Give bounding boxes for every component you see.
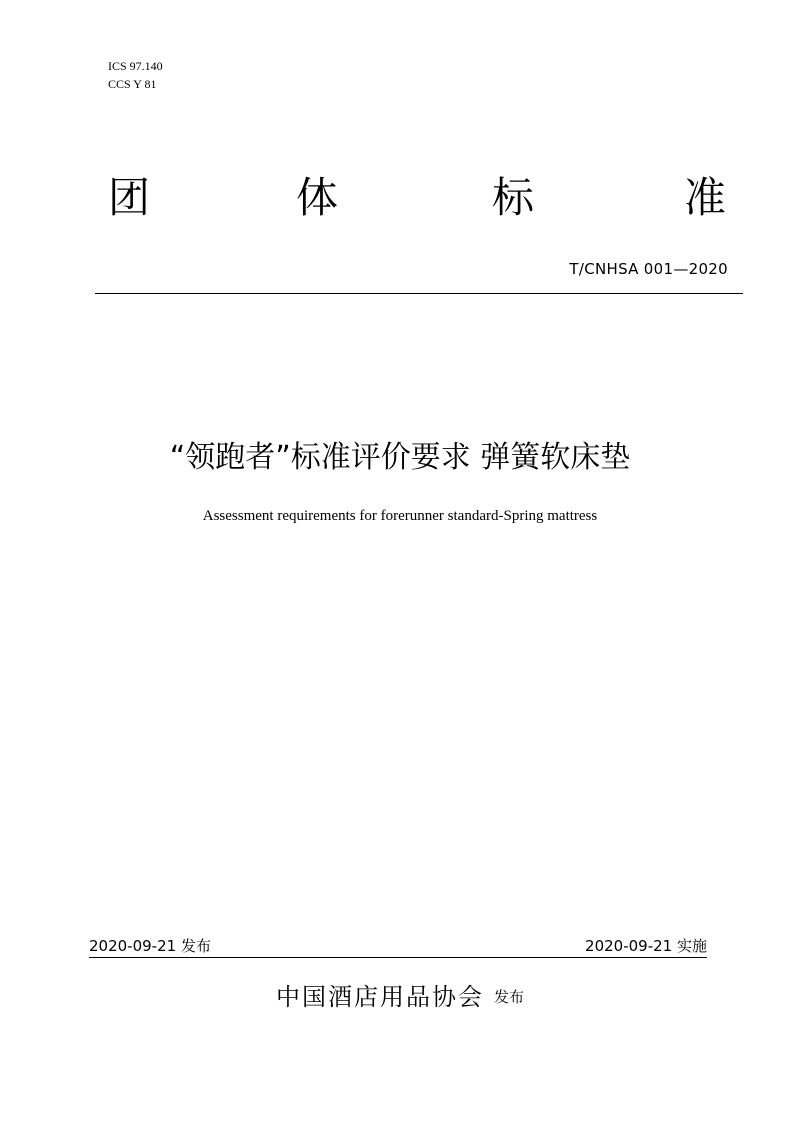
publisher-name: 中国酒店用品协会: [275, 983, 484, 1011]
doc-type-char-2: 体: [296, 173, 339, 222]
doc-type-char-4: 准: [684, 173, 727, 222]
document-type-heading: [108, 168, 734, 228]
ics-code: ICS 97.140: [108, 59, 163, 73]
standard-number: T/CNHSA 001—2020: [569, 260, 728, 278]
header-divider: [95, 293, 743, 294]
date-row: [89, 935, 707, 957]
implementation-date: 2020-09-21 实施: [585, 937, 707, 955]
publisher-suffix: 发布: [493, 988, 524, 1006]
release-date: 2020-09-21 发布: [89, 937, 211, 955]
publisher: [0, 980, 800, 1014]
classification-codes: [108, 57, 163, 93]
ccs-code: CCS Y 81: [108, 77, 157, 91]
footer-divider: [89, 957, 707, 958]
title-chinese: “领跑者”标准评价要求 弹簧软床垫: [169, 440, 631, 475]
doc-type-char-3: 标: [492, 173, 535, 222]
doc-type-char-1: 团: [108, 173, 151, 222]
title-english: Assessment requirements for forerunner standard-Spring mattress: [202, 508, 598, 524]
